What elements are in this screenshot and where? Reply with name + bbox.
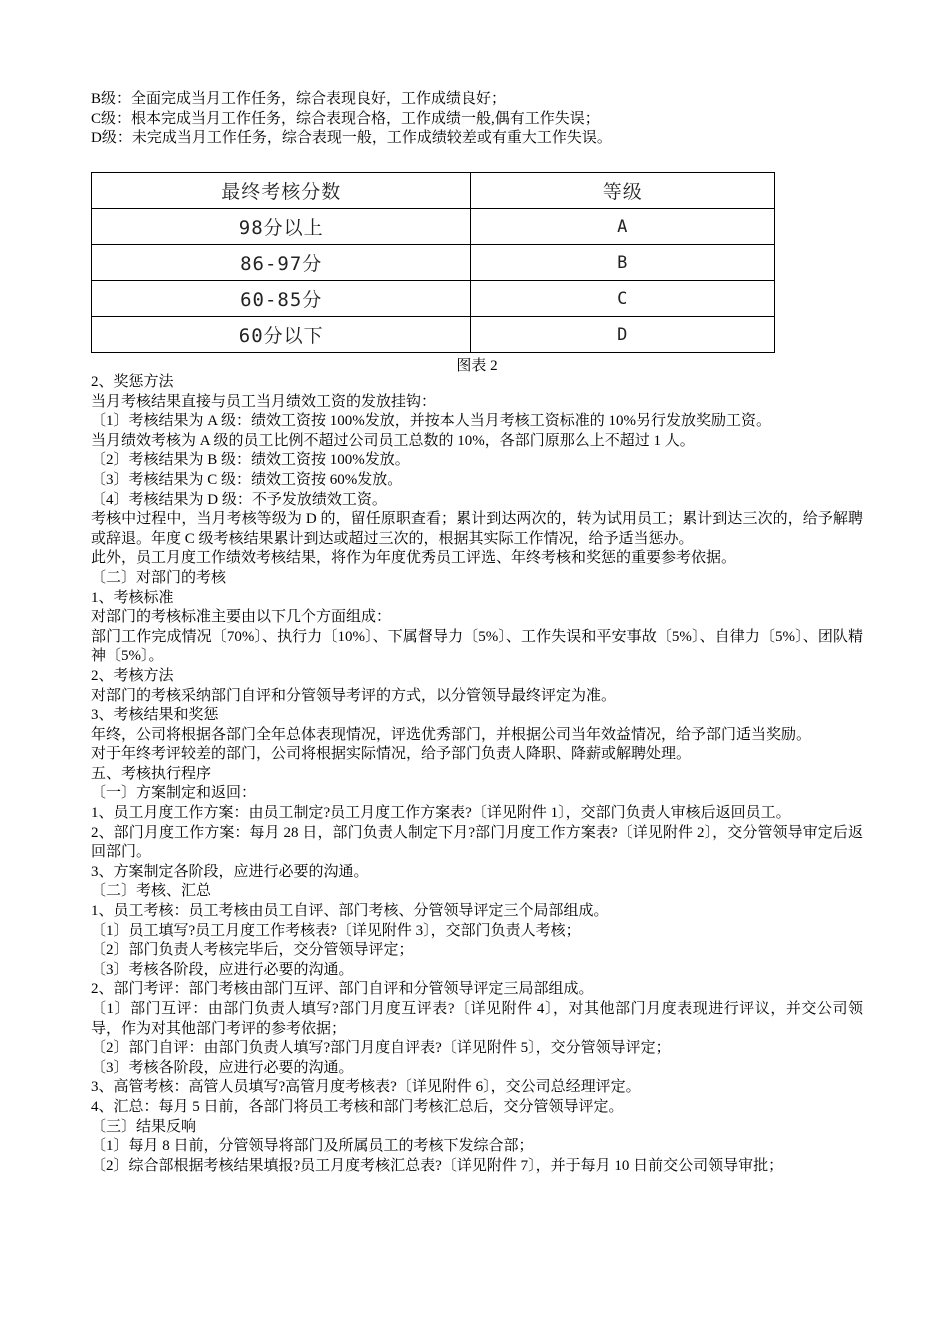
document-paragraph: 2、部门月度工作方案：每月 28 日，部门负责人制定下月?部门月度工作方案表?〔详见附件 2〕，交分管领导审定后返回部门。 bbox=[91, 824, 863, 861]
document-paragraph: 〔1〕考核结果为 A 级：绩效工资按 100%发放，并按本人当月考核工资标准的 10%另行发放奖励工资。 bbox=[91, 413, 771, 430]
table-header-grade: 等级 bbox=[471, 173, 775, 209]
document-paragraph: 〔三〕结果反响 bbox=[91, 1118, 197, 1135]
document-paragraph: 考核中过程中，当月考核等级为 D 的，留任原职查看；累计到达两次的，转为试用员工；累计到达三次的，给予解聘或辞退。年度 C 级考核结果累计到达或超过三次的，根据其实际工作情况，给予适当惩办。 bbox=[91, 511, 863, 547]
table-cell-score: 60-85分 bbox=[92, 281, 471, 317]
document-paragraph: 2、奖惩方法 bbox=[91, 374, 174, 390]
document-paragraph: 对部门的考核标准主要由以下几个方面组成： bbox=[91, 609, 392, 626]
document-paragraph: 1、考核标准 bbox=[91, 589, 174, 606]
document-paragraph: 〔3〕考核结果为 C 级：绩效工资按 60%发放。 bbox=[91, 471, 403, 488]
table-header-score: 最终考核分数 bbox=[92, 173, 471, 209]
document-paragraph: 部门工作完成情况〔70%〕、执行力〔10%〕、下属督导力〔5%〕、工作失误和平安事故〔5%〕、自律力〔5%〕、团队精神〔5%〕。 bbox=[91, 628, 863, 665]
document-paragraph: 〔3〕考核各阶段，应进行必要的沟通。 bbox=[91, 1059, 354, 1076]
document-paragraph: 〔一〕方案制定和返回： bbox=[91, 785, 257, 802]
table-cell-grade: B bbox=[471, 245, 775, 281]
document-paragraph: 4、汇总：每月 5 日前，各部门将员工考核和部门考核汇总后，交分管领导评定。 bbox=[91, 1098, 624, 1115]
document-paragraph: 1、员工月度工作方案：由员工制定?员工月度工作方案表?〔详见附件 1〕，交部门负责人审核后返回员工。 bbox=[91, 805, 791, 822]
document-paragraph: 〔2〕考核结果为 B 级：绩效工资按 100%发放。 bbox=[91, 452, 410, 469]
table-header-row bbox=[92, 173, 775, 209]
document-body bbox=[91, 373, 863, 1176]
table-row bbox=[92, 317, 775, 353]
grade-c-description: C级：根本完成当月工作任务，综合表现合格，工作成绩一般,偶有工作失误； bbox=[91, 110, 600, 127]
table-cell-score: 98分以上 bbox=[92, 209, 471, 245]
document-paragraph: 〔1〕每月 8 日前，分管领导将部门及所属员工的考核下发综合部； bbox=[91, 1138, 534, 1155]
document-paragraph: 五、考核执行程序 bbox=[91, 765, 212, 782]
document-paragraph: 对部门的考核采纳部门自评和分管领导考评的方式，以分管领导最终评定为准。 bbox=[91, 687, 617, 704]
table-cell-score: 60分以下 bbox=[92, 317, 471, 353]
document-paragraph: 〔1〕部门互评：由部门负责人填写?部门月度互评表?〔详见附件 4〕，对其他部门月度表现进行评议，并交公司领导，作为对其他部门考评的参考依据； bbox=[91, 1001, 863, 1037]
table-row bbox=[92, 245, 775, 281]
table-cell-grade: D bbox=[471, 317, 775, 353]
intro-block bbox=[91, 90, 863, 149]
table-row bbox=[92, 281, 775, 317]
document-paragraph: 〔二〕考核、汇总 bbox=[91, 883, 212, 900]
document-paragraph: 〔2〕综合部根据考核结果填报?员工月度考核汇总表?〔详见附件 7〕，并于每月 10 日前交公司领导审批； bbox=[91, 1157, 784, 1174]
document-paragraph: 〔1〕员工填写?员工月度工作考核表?〔详见附件 3〕，交部门负责人考核； bbox=[91, 922, 581, 939]
document-paragraph: 此外，员工月度工作绩效考核结果，将作为年度优秀员工评选、年终考核和奖惩的重要参考依据。 bbox=[91, 550, 737, 567]
table-cell-grade: A bbox=[471, 209, 775, 245]
grade-d-description: D级：未完成当月工作任务，综合表现一般，工作成绩较差或有重大工作失误。 bbox=[91, 130, 612, 146]
table-cell-grade: C bbox=[471, 281, 775, 317]
grade-table bbox=[91, 172, 775, 353]
document-paragraph: 3、方案制定各阶段，应进行必要的沟通。 bbox=[91, 863, 369, 880]
document-paragraph: 当月绩效考核为 A 级的员工比例不超过公司员工总数的 10%，各部门原那么上不超过 1 人。 bbox=[91, 432, 695, 449]
table-caption: 图表 2 bbox=[456, 358, 498, 374]
document-paragraph: 〔2〕部门自评：由部门负责人填写?部门月度自评表?〔详见附件 5〕，交分管领导评定； bbox=[91, 1040, 671, 1057]
document-paragraph: 〔2〕部门负责人考核完毕后，交分管领导评定； bbox=[91, 942, 414, 959]
document-paragraph: 2、考核方法 bbox=[91, 667, 174, 684]
grade-b-description: B级：全面完成当月工作任务，综合表现良好，工作成绩良好； bbox=[91, 91, 507, 107]
document-paragraph: 2、部门考评：部门考核由部门互评、部门自评和分管领导评定三局部组成。 bbox=[91, 981, 594, 998]
document-paragraph: 〔3〕考核各阶段，应进行必要的沟通。 bbox=[91, 961, 354, 978]
document-paragraph: 3、考核结果和奖惩 bbox=[91, 707, 219, 724]
document-paragraph: 1、员工考核：员工考核由员工自评、部门考核、分管领导评定三个局部组成。 bbox=[91, 903, 609, 920]
document-paragraph: 年终，公司将根据各部门全年总体表现情况，评选优秀部门，并根据公司当年效益情况，给予部门适当奖励。 bbox=[91, 726, 812, 743]
document-paragraph: 〔4〕考核结果为 D 级：不予发放绩效工资。 bbox=[91, 491, 387, 508]
document-paragraph: 〔二〕对部门的考核 bbox=[91, 569, 227, 586]
document-paragraph: 对于年终考评较差的部门，公司将根据实际情况，给予部门负责人降职、降薪或解聘处理。 bbox=[91, 746, 692, 763]
document-paragraph: 3、高管考核：高管人员填写?高管月度考核表?〔详见附件 6〕，交公司总经理评定。 bbox=[91, 1079, 641, 1096]
document-paragraph: 当月考核结果直接与员工当月绩效工资的发放挂钩： bbox=[91, 393, 437, 410]
table-cell-score: 86-97分 bbox=[92, 245, 471, 281]
table-row bbox=[92, 209, 775, 245]
